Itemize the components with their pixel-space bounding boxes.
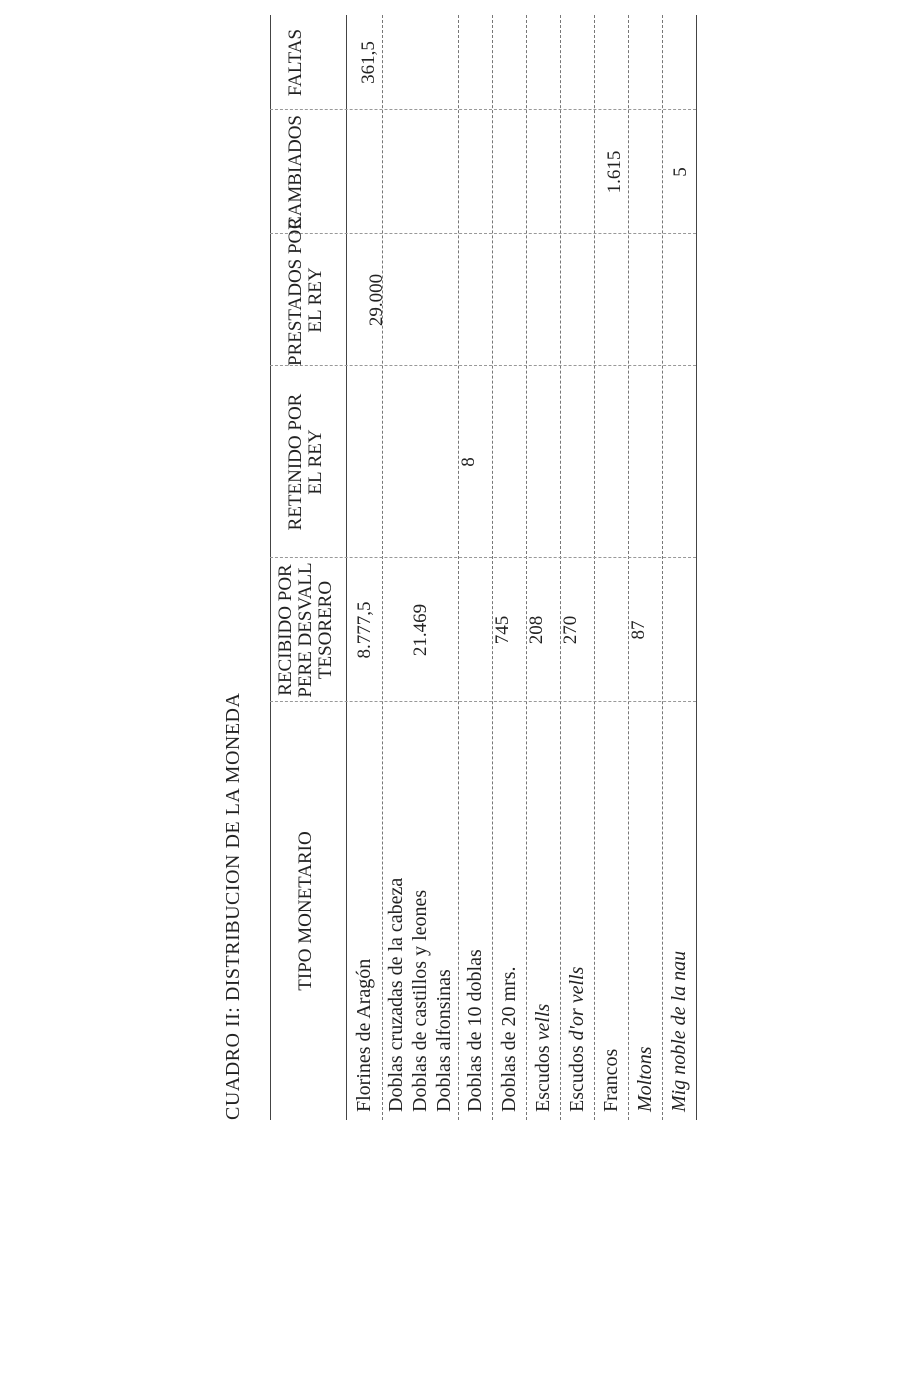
- cell-prestados: 29.000: [366, 273, 387, 327]
- header-recibido-line: PERE DESVALL: [295, 562, 316, 698]
- header-rule: [346, 15, 347, 1120]
- header-prestados: [285, 217, 326, 366]
- cell-recibido: 8.777,5: [354, 601, 375, 659]
- row-label-part: Escudos: [532, 1040, 554, 1112]
- header-prestados-line: PRESTADOS POR: [285, 217, 306, 366]
- row-label-part: Escudos: [566, 1040, 588, 1112]
- row-label-part: vells: [532, 1003, 554, 1041]
- row-label: Doblas de 20 mrs.: [498, 966, 520, 1112]
- header-tipo-monetario: TIPO MONETARIO: [295, 831, 316, 991]
- row-label: Doblas cruzadas de la cabeza: [385, 877, 407, 1112]
- row-label-part: d'or vells: [566, 966, 588, 1041]
- row-rule: [458, 15, 459, 1120]
- cell-retenido: 8: [458, 457, 479, 467]
- row-label: Doblas de castillos y leones: [409, 889, 431, 1112]
- row-label: Francos: [600, 1048, 622, 1112]
- cell-recibido: 21.469: [410, 603, 431, 657]
- header-recibido-line: TESORERO: [315, 580, 336, 680]
- row-rule: [594, 15, 595, 1120]
- cell-cambiados: 1.615: [604, 150, 625, 194]
- row-label: Moltons: [634, 1046, 656, 1112]
- row-label: [567, 967, 587, 1112]
- column-divider: [270, 109, 696, 110]
- header-recibido: [276, 558, 336, 702]
- row-label: Florines de Aragón: [353, 958, 375, 1112]
- table-caption: CUADRO II: DISTRIBUCION DE LA MONEDA: [222, 692, 244, 1120]
- header-cambiados: CAMBIADOS: [285, 114, 306, 230]
- cell-recibido: 745: [492, 615, 513, 645]
- cell-recibido: 208: [526, 615, 547, 645]
- row-rule: [662, 15, 663, 1120]
- header-retenido: [286, 366, 326, 558]
- table-top-rule: [270, 15, 271, 1120]
- row-rule: [382, 15, 383, 1120]
- row-label: Mig noble de la nau: [668, 950, 690, 1112]
- rotated-table-page: [180, 15, 740, 1120]
- header-recibido-line: RECIBIDO POR: [275, 564, 296, 696]
- row-label: Doblas alfonsinas: [433, 969, 455, 1112]
- header-faltas: FALTAS: [285, 28, 306, 97]
- header-retenido-line: RETENIDO POR: [285, 393, 306, 531]
- cell-cambiados: 5: [670, 167, 691, 177]
- header-retenido-line: EL REY: [305, 429, 326, 495]
- cell-recibido: 270: [560, 615, 581, 645]
- table-bottom-rule: [696, 15, 697, 1120]
- cell-faltas: 361,5: [358, 41, 379, 84]
- row-label: Doblas de 10 doblas: [464, 949, 486, 1112]
- column-divider: [270, 365, 696, 366]
- cell-recibido: 87: [628, 620, 649, 640]
- column-divider: [270, 233, 696, 234]
- row-label: [533, 1004, 553, 1112]
- header-prestados-line: EL REY: [305, 267, 326, 333]
